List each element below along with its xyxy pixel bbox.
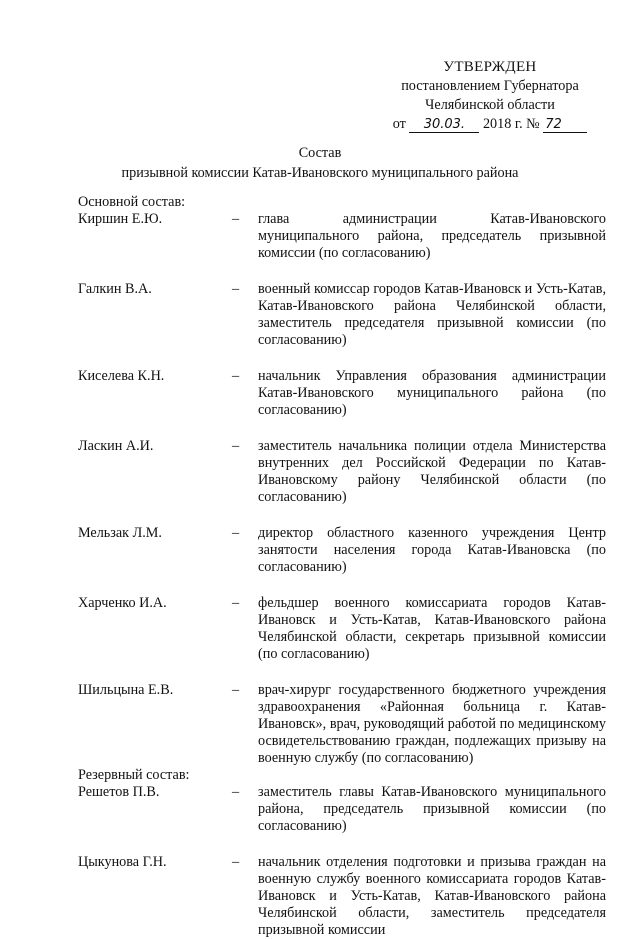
member-role: врач-хирург государственного бюджетного учреждения здравоохранения «Районная больница г. Катав-Ивановск», врач, руководящий работой по медицинскому освидетельствованию граждан, подлежащих призыву на военную службу (по согласованию) — [258, 682, 606, 766]
approval-line-2: Челябинской области — [425, 97, 555, 113]
member-dash: – — [232, 211, 240, 227]
document-heading — [0, 143, 640, 183]
approval-date-line — [370, 115, 610, 134]
approval-line-1: постановлением Губернатора — [401, 78, 579, 94]
member-dash: – — [232, 595, 240, 611]
member-name: Харченко И.А. — [78, 595, 167, 611]
member-role: заместитель главы Катав-Ивановского муниципального района, председатель призывной комиссии (по согласованию) — [258, 784, 606, 834]
heading-line-1: Состав — [298, 145, 342, 161]
section-reserve — [78, 767, 606, 939]
section-main — [78, 194, 606, 767]
section-label: Резервный состав: — [78, 767, 190, 783]
member-name: Ласкин А.И. — [78, 438, 154, 454]
member-row — [78, 595, 606, 682]
member-role: военный комиссар городов Катав-Ивановск и Усть-Катав, Катав-Ивановского района Челябинской области, заместитель председателя призывной комиссии (по согласованию) — [258, 281, 606, 348]
approval-stamp — [370, 58, 610, 134]
member-row — [78, 525, 606, 595]
member-dash: – — [232, 438, 240, 454]
member-name: Мельзак Л.М. — [78, 525, 162, 541]
member-row — [78, 784, 606, 854]
heading-line-2: призывной комиссии Катав-Ивановского муниципального района — [121, 165, 519, 181]
member-role: фельдшер военного комиссариата городов Катав-Ивановск и Усть-Катав, Катав-Ивановского района Челябинской области, секретарь призывной комиссии (по согласованию) — [258, 595, 606, 662]
approval-year: 2018 г. № — [482, 116, 540, 132]
member-name: Киселева К.Н. — [78, 368, 165, 384]
approval-date-prefix: от — [392, 116, 406, 132]
member-name: Галкин В.А. — [78, 281, 152, 297]
member-dash: – — [232, 784, 240, 800]
member-row — [78, 368, 606, 438]
member-name: Решетов П.В. — [78, 784, 160, 800]
member-role: начальник отделения подготовки и призыва граждан на военную службу военного комиссариата городов Катав-Ивановск и Усть-Катав, Катав-Ивановского района Челябинской области, заместитель председателя призывной комиссии — [258, 854, 606, 938]
approval-date: 30.03. — [409, 117, 479, 133]
member-role: начальник Управления образования администрации Катав-Ивановского муниципального района (по согласованию) — [258, 368, 606, 418]
section-label: Основной состав: — [78, 194, 186, 210]
member-role: директор областного казенного учреждения Центр занятости населения города Катав-Ивановска (по согласованию) — [258, 525, 606, 575]
member-name: Шильцына Е.В. — [78, 682, 174, 698]
member-row — [78, 281, 606, 368]
member-role: глава администрации Катав-Ивановского муниципального района, председатель призывной комиссии (по согласованию) — [258, 211, 606, 261]
member-dash: – — [232, 682, 240, 698]
member-dash: – — [232, 368, 240, 384]
commission-list — [78, 194, 606, 939]
member-dash: – — [232, 854, 240, 870]
approval-title: УТВЕРЖДЕН — [443, 59, 537, 75]
member-name: Цыкунова Г.Н. — [78, 854, 167, 870]
member-row — [78, 682, 606, 767]
member-dash: – — [232, 281, 240, 297]
member-row — [78, 854, 606, 939]
member-name: Киршин Е.Ю. — [78, 211, 163, 227]
member-role: заместитель начальника полиции отдела Министерства внутренних дел Российской Федерации по Катав-Ивановскому району Челябинской области (по согласованию) — [258, 438, 606, 505]
member-row — [78, 211, 606, 281]
member-dash: – — [232, 525, 240, 541]
member-row — [78, 438, 606, 525]
approval-number: 72 — [543, 117, 587, 133]
